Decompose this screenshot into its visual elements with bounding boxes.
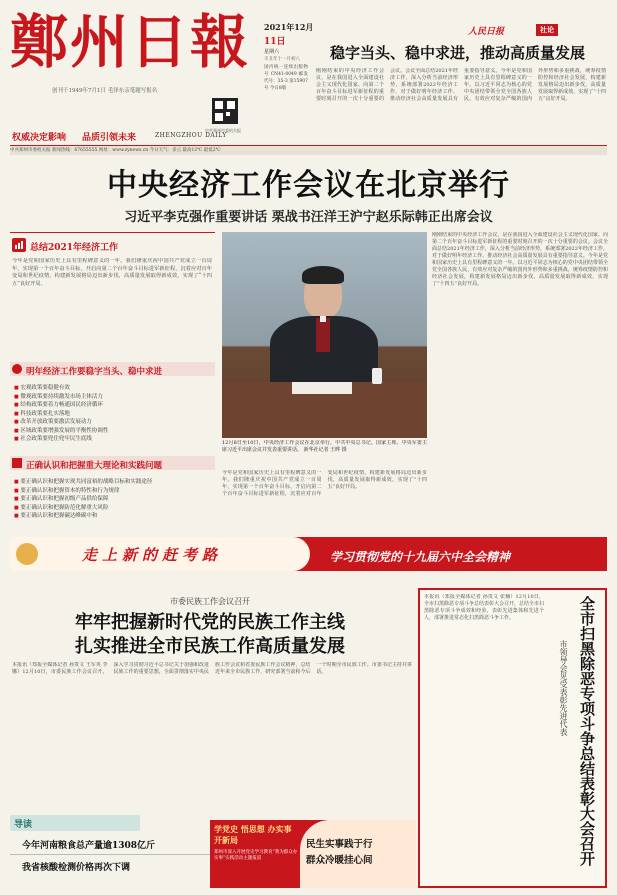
theory-list — [14, 478, 214, 521]
chart-icon — [12, 238, 26, 252]
list-item: ■ 要正确认识和把握实现共同富裕的战略目标和实践途径 — [14, 478, 214, 487]
top-info-bar: 中共郑州市委机关报 新闻热线：67655555 网址：www.zynews.cn 今日天气：多云 最高12℃ 最低2℃ — [10, 145, 607, 155]
crime-story-body: 本报讯（郑报全媒体记者 孙贵文 张楠）12月10日，全市扫黑除恶专项斗争总结表彰大会召开，总结全市扫黑除恶专项斗争成效和经验，表彰先进集体和先进个人，部署推进常态化扫黑除恶斗争工作。 — [424, 594, 544, 621]
main-story-lower-text: 今年是党和国家历史上具有里程碑意义的一年。我们隆重庆祝中国共产党成立一百周年，实现第一个百年奋斗目标，开启向第二个百年奋斗目标进军新征程，沉着应对百年变局和世纪疫情，构建新发展格局迈出新步伐，高质量发展取得新成效，实现了“十四五”良好开局。 — [222, 470, 427, 497]
editorial-top-rule — [315, 20, 607, 21]
lower-story-title-2[interactable]: 扎实推进全市民族工作高质量发展 — [75, 636, 345, 657]
campaign-ad-line-1: 民生实事践于行 — [306, 839, 373, 850]
banner-left-title: 走上新的赶考路 — [82, 546, 223, 564]
date-day: 11日 — [264, 37, 286, 47]
photo-caption: 12月8日至10日，中央经济工作会议在北京举行。中共中央总书记、国家主席、中央军委主席习近平出席会议并发表重要讲话。 新华社记者 王晔 摄 — [222, 440, 427, 453]
slogan-right: 品质引领未来 — [82, 133, 137, 143]
list-item: ■ 要正确认识和把握资本的特性和行为规律 — [14, 487, 214, 496]
lower-story-body: 本报讯（郑报全媒体记者 孙贵文 王军英 李娜）12月10日，市委民族工作会议召开，深入学习贯彻习近平总书记关于加强和改进民族工作的重要思想，全面贯彻落实中央民族工作会议和省委民族工作会议精神，总结近年来全市民族工作，研究部署当前和今后一个时期全市民族工作。市委书记主持并讲话。 — [12, 662, 412, 675]
guide-item[interactable]: 我省核酸检测价格再次下调 — [22, 863, 131, 873]
editorial-body: 刚刚结束的中央经济工作会议，是在我国进入全面建设社会主义现代化国家、向第二个百年奋斗目标进军新征程的重要时刻召开的一次十分重要的会议。会议全面总结2021年经济工作，深入分析当前经济形势，系统部署2022年经济工作，对于做好明年经济工作、推动经济社会高质量发展具有重要指导意义。今年是党和国家历史上具有里程碑意义的一年。以习近平同志为核心的党中央团结带领全党全国各族人民，有效应对复杂严峻的国内外形势和多重挑战，统筹疫情防控和经济社会发展，构建新发展格局迈出新步伐，高质量发展取得新成效，实现了“十四五”良好开局。 — [316, 68, 606, 102]
editorial-tag: 社论 — [536, 24, 558, 36]
sub-headline: 习近平李克强作重要讲话 栗战书汪洋王沪宁赵乐际韩正出席会议 — [124, 210, 493, 225]
guide-label: 导读 — [14, 820, 33, 830]
crime-story-title[interactable]: 全市扫黑除恶专项斗争总结表彰大会召开 — [578, 596, 596, 866]
crime-story-subtitle: 市领导会见受表彰先进代表 — [559, 640, 568, 736]
lower-story-kicker: 市委民族工作会议召开 — [170, 597, 250, 606]
editorial-brand: 人民日报 — [468, 27, 505, 37]
list-item: ■ 要正确认识和把握碳达峰碳中和 — [14, 512, 214, 521]
list-item: ■ 社会政策要兜住兜牢民生底线 — [14, 435, 214, 444]
guide-divider — [10, 854, 210, 855]
slogan-left: 权威决定影响 — [12, 133, 67, 143]
campaign-ad-line-2: 群众冷暖挂心间 — [306, 855, 373, 866]
section-theory-title: 正确认识和把握重大理论和实践问题 — [26, 461, 163, 471]
date-weekday: 星期六 — [264, 49, 280, 55]
campaign-ad-title: 学党史 悟思想 办实事 开新局 — [214, 824, 292, 845]
list-item: ■ 要正确认识和把握初级产品供给保障 — [14, 495, 214, 504]
campaign-ad-subtitle: 郑州市深入开展党史学习教育“我为群众办实事”实践活动主题报道 — [214, 850, 298, 861]
main-headline[interactable]: 中央经济工作会议在北京举行 — [107, 168, 510, 203]
date-lunar: 辛丑年十一月初八 — [264, 57, 300, 62]
masthead-pinyin: ZHENGZHOU DAILY — [155, 132, 227, 139]
list-item: ■ 微观政策要持续激发市场主体活力 — [14, 393, 214, 402]
qr-code[interactable] — [212, 98, 238, 124]
publication-info: 国内统一连续出版物号 CN41-0049 邮发代号：35-3 第15907号 今日8版 — [264, 65, 308, 91]
editorial-title[interactable]: 稳字当头、稳中求进，推动高质量发展 — [330, 44, 586, 62]
list-item: ■ 结构政策要着力畅通国民经济循环 — [14, 401, 214, 410]
list-item: ■ 科技政策要扎实落地 — [14, 410, 214, 419]
list-item: ■ 改革开放政策要激活发展动力 — [14, 418, 214, 427]
list-item: ■ 要正确认识和把握防范化解重大风险 — [14, 504, 214, 513]
leader-photo[interactable] — [222, 232, 427, 438]
section-summary-title: 总结2021年经济工作 — [30, 243, 119, 253]
date-year-month: 2021年12月 — [264, 22, 314, 32]
flag-icon — [12, 364, 22, 374]
section-steady-title: 明年经济工作要稳字当头、稳中求进 — [26, 367, 163, 377]
newspaper-masthead: 鄭州日報 — [10, 8, 251, 76]
list-item: ■ 区域政策要增强发展的平衡性协调性 — [14, 427, 214, 436]
founded-note: 创刊于1949年7月1日 毛泽东亲笔题写报名 — [52, 88, 158, 94]
list-item: ■ 宏观政策要稳健有效 — [14, 384, 214, 393]
qr-caption: 中共郑州市委机关报 — [205, 128, 241, 133]
steady-policy-list — [14, 384, 214, 444]
left-col-rule — [10, 232, 215, 233]
book-icon — [12, 458, 22, 468]
section-summary-body: 今年是党和国家历史上具有里程碑意义的一年。我们隆重庆祝中国共产党成立一百周年，实现第一个百年奋斗目标，开启向第二个百年奋斗目标进军新征程，沉着应对百年变局和世纪疫情，构建新发展格局迈出新步伐，高质量发展取得新成效，实现了“十四五”良好开局。 — [12, 258, 212, 287]
banner-right-title[interactable]: 学习贯彻党的十九届六中全会精神 — [330, 550, 511, 564]
lower-story-title-1[interactable]: 牢牢把握新时代党的民族工作主线 — [75, 612, 345, 633]
guide-item[interactable]: 今年河南粮食总产量逾1308亿斤 — [22, 841, 156, 851]
main-story-right-text: 刚刚结束的中央经济工作会议，是在我国进入全面建设社会主义现代化国家、向第二个百年奋斗目标进军新征程的重要时刻召开的一次十分重要的会议。会议全面总结2021年经济工作，深入分析当前经济形势，系统部署2022年经济工作，对于做好明年经济工作、推动经济社会高质量发展具有重要指导意义。今年是党和国家历史上具有里程碑意义的一年。以习近平同志为核心的党中央团结带领全党全国各族人民，有效应对复杂严峻的国内外形势和多重挑战，统筹疫情防控和经济社会发展，构建新发展格局迈出新步伐，高质量发展取得新成效，实现了“十四五”良好开局。 — [432, 232, 608, 287]
